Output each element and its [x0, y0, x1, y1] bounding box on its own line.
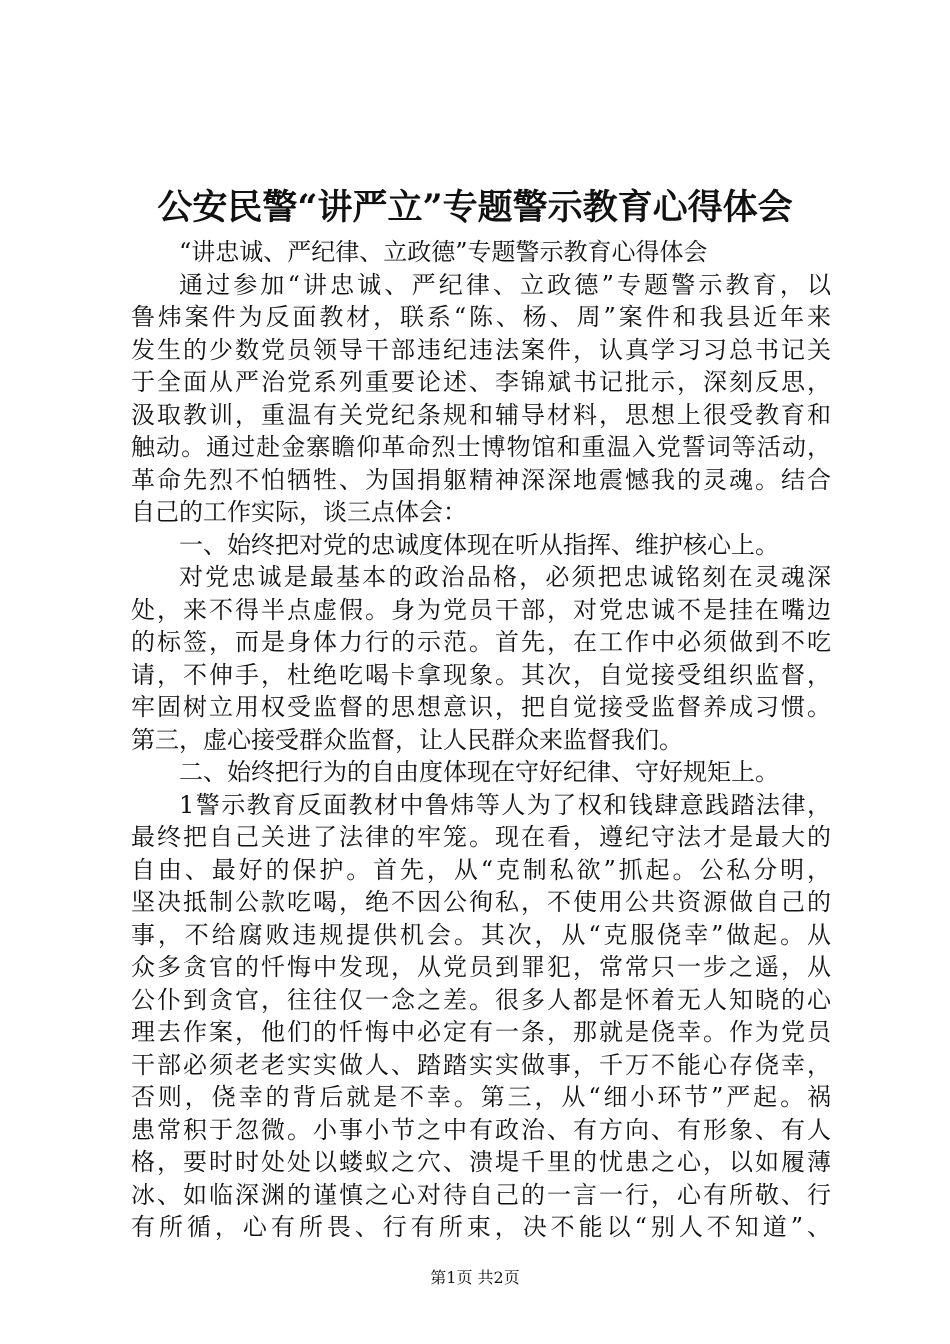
- body-line: 牢固树立用权受监督的思想意识，把自觉接受监督养成习惯。: [131, 693, 831, 721]
- body-line: 患常积于忽微。小事小节之中有政治、有方向、有形象、有人: [131, 1115, 831, 1144]
- page-footer: 第1页 共2页: [430, 1268, 520, 1287]
- body-line: 于全面从严治党系列重要论述、李锦斌书记批示，深刻反思，: [131, 368, 831, 396]
- body-line: 鲁炜案件为反面教材，联系“陈、杨、周”案件和我县近年来: [131, 303, 831, 331]
- body-line: 的标签，而是身体力行的示范。首先，在工作中必须做到不吃: [131, 628, 831, 656]
- body-line: 有所循，心有所畏、行有所束，决不能以“别人不知道”、: [131, 1213, 831, 1241]
- body-line: 坚决抵制公款吃喝，绝不因公徇私，不使用公共资源做自己的: [131, 888, 831, 916]
- body-line: 触动。通过赴金寨瞻仰革命烈士博物馆和重温入党誓词等活动，: [131, 433, 831, 461]
- body-line: 发生的少数党员领导干部违纪违法案件，认真学习习总书记关: [131, 335, 831, 364]
- body-line: “讲忠诚、严纪律、立政德”专题警示教育心得体会: [179, 238, 708, 266]
- body-line: 1警示教育反面教材中鲁炜等人为了权和钱肆意践踏法律，: [179, 790, 831, 819]
- body-line: 自己的工作实际，谈三点体会：: [131, 498, 467, 526]
- document-body: [131, 236, 831, 1244]
- body-line: 通过参加“讲忠诚、严纪律、立政德”专题警示教育，以: [179, 270, 831, 299]
- body-line: 处，来不得半点虚假。身为党员干部，对党忠诚不是挂在嘴边: [131, 595, 831, 624]
- body-line: 革命先烈不怕牺牲、为国捐躯精神深深地震憾我的灵魂。结合: [131, 465, 831, 494]
- body-line: 汲取教训，重温有关党纪条规和辅导材料，思想上很受教育和: [131, 400, 831, 429]
- body-line: 对党忠诚是最基本的政治品格，必须把忠诚铭刻在灵魂深: [179, 563, 831, 591]
- body-line: 理去作案，他们的忏悔中必定有一条，那就是侥幸。作为党员: [131, 1018, 831, 1046]
- body-line: 最终把自己关进了法律的牢笼。现在看，遵纪守法才是最大的: [131, 823, 831, 851]
- body-line: 公仆到贪官，往往仅一念之差。很多人都是怀着无人知晓的心: [131, 985, 831, 1014]
- body-line: 众多贪官的忏悔中发现，从党员到罪犯，常常只一步之遥，从: [131, 953, 831, 981]
- body-line: 干部必须老老实实做人、踏踏实实做事，千万不能心存侥幸，: [131, 1050, 831, 1079]
- document-title: 公安民警“讲严立”专题警示教育心得体会: [157, 187, 793, 228]
- body-line: 否则，侥幸的背后就是不幸。第三，从“细小环节”严起。祸: [131, 1083, 831, 1111]
- body-line: 冰、如临深渊的谨慎之心对待自己的一言一行，心有所敬、行: [131, 1180, 831, 1209]
- body-line: 自由、最好的保护。首先，从“克制私欲”抓起。公私分明，: [131, 855, 831, 884]
- body-line: 请，不伸手，杜绝吃喝卡拿现象。其次，自觉接受组织监督，: [131, 660, 831, 689]
- body-line: 二、始终把行为的自由度体现在守好纪律、守好规矩上。: [179, 758, 779, 786]
- body-line: 一、始终把对党的忠诚度体现在听从指挥、维护核心上。: [179, 530, 779, 559]
- body-line: 格，要时时处处以蝼蚁之穴、溃堤千里的忧患之心，以如履薄: [131, 1148, 831, 1176]
- body-line: 事，不给腐败违规提供机会。其次，从“克服侥幸”做起。从: [131, 920, 831, 949]
- body-line: 第三，虚心接受群众监督，让人民群众来监督我们。: [131, 725, 683, 754]
